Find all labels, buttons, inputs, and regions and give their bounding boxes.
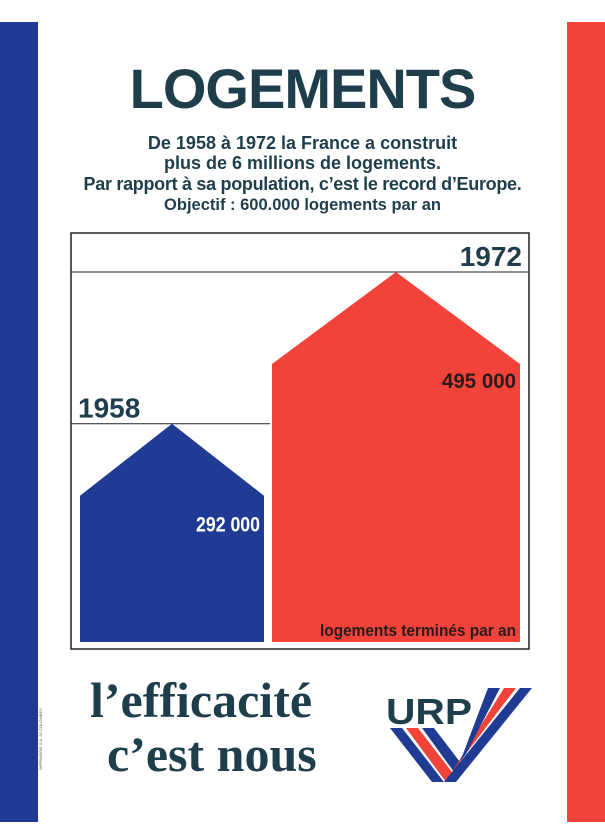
blue-stripe [0, 22, 38, 822]
urp-logo [384, 684, 534, 784]
subtitle-line-4: Objectif : 600.000 logements par an [164, 196, 441, 214]
chart-caption: logements terminés par an [320, 621, 516, 640]
poster-title: LOGEMENTS [129, 57, 476, 120]
subtitle-line-1: De 1958 à 1972 la France a construit [147, 133, 458, 153]
house-bar-1972 [272, 272, 520, 642]
logo-text: URP [386, 691, 472, 732]
value-label-1958: 292 000 [196, 513, 260, 537]
value-label-1972: 495 000 [442, 370, 516, 393]
red-stripe [567, 22, 605, 822]
tagline-line-2: c’est nous [107, 726, 317, 782]
year-label-1972: 1972 [459, 241, 522, 272]
subtitle-line-2: plus de 6 millions de logements. [163, 153, 442, 173]
printer-fine-print: IMPRIMERIE S.A. 92 COLOMBES [38, 708, 43, 770]
subtitle-line-3: Par rapport à sa population, c’est le record d’Europe. [83, 174, 522, 194]
tagline-line-1: l’efficacité [90, 672, 313, 728]
housing-bar-chart [70, 232, 530, 650]
year-label-1958: 1958 [78, 392, 141, 424]
